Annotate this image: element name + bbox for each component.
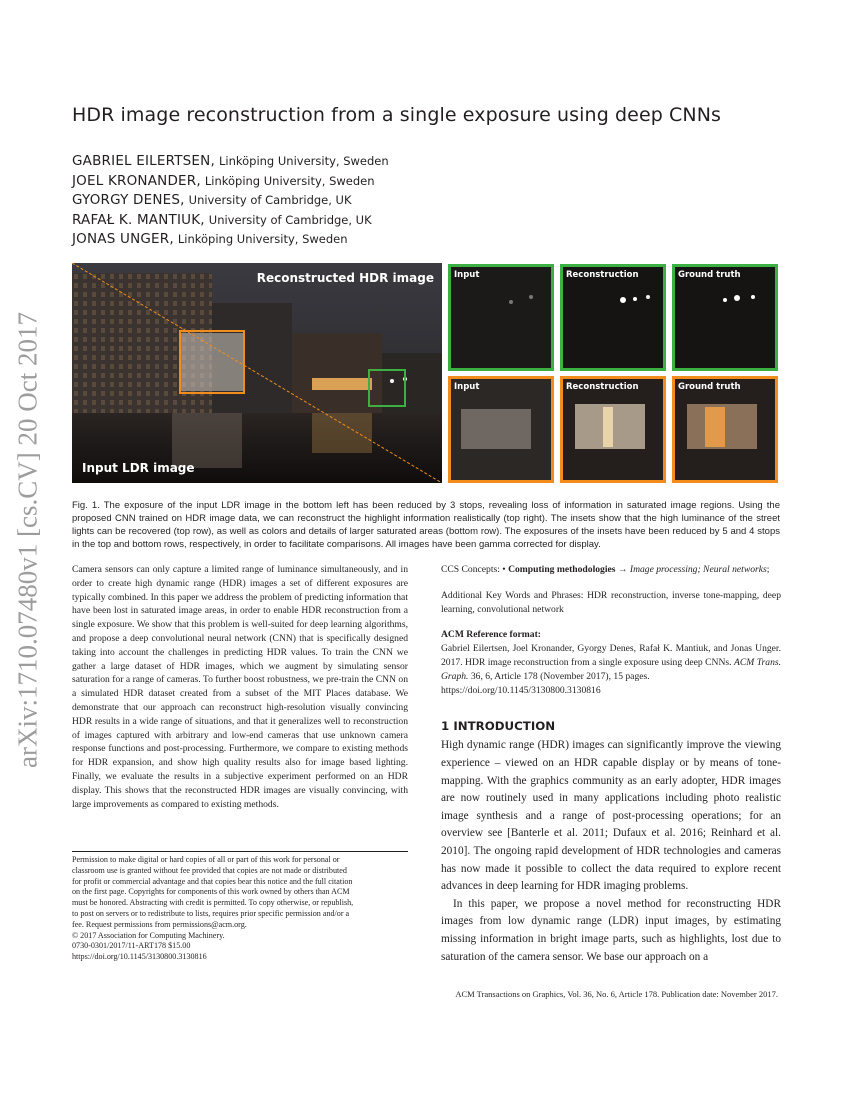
inset-image (675, 267, 775, 368)
footnote-rule (72, 851, 408, 852)
left-column (72, 563, 408, 811)
inset-label: Input (454, 270, 480, 280)
ccs-prefix: CCS Concepts: • (441, 564, 506, 575)
input-ldr-label: Input LDR image (82, 461, 195, 475)
inset-image (451, 379, 551, 480)
inset-top-ground-truth (672, 264, 778, 371)
author-entry (72, 171, 389, 191)
right-column (441, 563, 781, 966)
inset-label: Ground truth (678, 382, 741, 392)
inset-image (451, 267, 551, 368)
author-name: JOEL KRONANDER, (72, 172, 201, 189)
inset-label: Reconstruction (566, 270, 639, 280)
author-entry (72, 210, 389, 230)
reference-text-after: 36, 6, Article 178 (November 2017), 15 pages. (468, 670, 650, 682)
author-affiliation: University of Cambridge, UK (188, 193, 352, 207)
author-name: JONAS UNGER, (72, 231, 174, 247)
inset-label: Input (454, 382, 480, 392)
footnote-line: for profit or commercial advantage and that copies bear this notice and the full citation (72, 876, 353, 886)
ccs-concepts (441, 563, 781, 577)
reconstructed-hdr-label: Reconstructed HDR image (256, 271, 434, 285)
permission-footnote (72, 855, 408, 963)
reference-text: Gabriel Eilertsen, Joel Kronander, Gyorgy Denes, Rafał K. Mantiuk, and Jonas Unger. 2017. HDR image reconstruction from a single exposure using deep CNNs. (441, 643, 781, 668)
inset-image (563, 379, 663, 480)
author-name: RAFAŁ K. MANTIUK, (72, 211, 205, 228)
inset-label: Ground truth (678, 270, 741, 280)
figure-caption: Fig. 1. The exposure of the input LDR image in the bottom left has been reduced by 3 stops, revealing loss of information in saturated image regions. Using the proposed CNN trained on HDR image data, we can reconstruct the highlight information realistically (top right). The insets show that the high luminance of the street lights can be recovered (top row), as well as colors and details of larger saturated areas (bottom row). The exposures of the insets have been reduced by 5 and 4 stops in the top and bottom rows, respectively, in order to facilitate comparisons. All images have been gamma corrected for display. (72, 500, 780, 550)
ccs-suffix: ; (766, 564, 770, 575)
ccs-arrow: → (615, 564, 630, 575)
footnote-line: 0730-0301/2017/11-ART178 $15.00 (72, 941, 191, 951)
author-name: GYORGY DENES, (72, 192, 185, 208)
inset-image (563, 267, 663, 368)
arxiv-id: arXiv:1710.07480v1 [cs.CV] 20 Oct 2017 (12, 312, 42, 768)
inset-bottom-input (448, 376, 554, 483)
author-affiliation: Linköping University, Sweden (204, 173, 375, 188)
ccs-bold: Computing methodologies (508, 564, 616, 575)
page-footer: ACM Transactions on Graphics, Vol. 36, No. 6, Article 178. Publication date: November 2017. (455, 989, 778, 999)
footnote-line: classroom use is granted without fee provided that copies are not made or distributed (72, 865, 347, 875)
inset-top-input (448, 264, 554, 371)
footnote-line: must be honored. Abstracting with credit is permitted. To copy otherwise, or republish, (72, 898, 354, 908)
author-entry (72, 151, 389, 171)
inset-bottom-reconstruction (560, 376, 666, 483)
inset-top-reconstruction (560, 264, 666, 371)
footnote-line: © 2017 Association for Computing Machinery. (72, 930, 225, 940)
author-list (72, 151, 389, 249)
footnote-line: Permission to make digital or hard copies of all or part of this work for personal or (72, 855, 340, 864)
abstract: Camera sensors can only capture a limited range of luminance simultaneously, and in order to create high dynamic range (HDR) images a set of different exposures are typically combined. In this paper we address the problem of predicting information that have been lost in saturated image areas, in order to enable HDR reconstruction from a single exposure. We show that this problem is well-suited for deep learning algorithms, and propose a deep convolutional neural network (CNN) that is specifically designed taking into account the challenges in predicting HDR values. To train the CNN we gather a large dataset of HDR images, which we augment by simulating sensor saturation for a range of cameras. To further boost robustness, we pre-train the CNN on a simulated HDR dataset created from a subset of the MIT Places database. We demonstrate that our approach can reconstruct high-resolution visually convincing HDR results in a wide range of situations, and that it generalizes well to reconstruction of images captured with arbitrary and low-end cameras that use unknown camera response functions and post-processing. Furthermore, we compare to existing methods for HDR expansion, and show high quality results also for image based lighting. Finally, we evaluate the results in a subjective experiment performed on an HDR display. This shows that the reconstructed HDR images are visually convincing, with large improvements as compared to existing methods. (72, 564, 408, 810)
author-affiliation: Linköping University, Sweden (177, 232, 348, 246)
inset-image (675, 379, 775, 480)
paper-title: HDR image reconstruction from a single exposure using deep CNNs (72, 104, 722, 126)
section-heading-introduction: 1 INTRODUCTION (441, 719, 556, 734)
keywords: Additional Key Words and Phrases: HDR reconstruction, inverse tone-mapping, deep learning, convolutional network (441, 589, 781, 615)
author-entry (72, 229, 389, 249)
footnote-line: fee. Request permissions from permissions@acm.org. (72, 919, 247, 929)
footnote-line: to post on servers or to redistribute to lists, requires prior specific permission and/or a (72, 908, 350, 918)
ccs-items: Image processing; Neural networks (629, 564, 767, 575)
intro-paragraph-2: In this paper, we propose a novel method for reconstructing HDR images from low dynamic range (LDR) input images, by estimating missing information in bright image parts, such as highlights, lost due to saturation of the camera sensor. We base our approach on a (441, 897, 781, 963)
inset-bottom-ground-truth (672, 376, 778, 483)
teaser-main-image (72, 263, 442, 483)
author-affiliation: Linköping University, Sweden (218, 154, 389, 168)
reference-journal: ACM Trans. Graph. (441, 656, 781, 682)
inset-label: Reconstruction (566, 382, 639, 392)
author-name: GABRIEL EILERTSEN, (72, 153, 215, 169)
reference-doi[interactable]: https://doi.org/10.1145/3130800.3130816 (441, 684, 601, 696)
arxiv-sidebar-stamp (5, 295, 50, 785)
reference-heading: ACM Reference format: (441, 629, 541, 641)
author-entry (72, 190, 389, 210)
author-affiliation: University of Cambridge, UK (208, 212, 372, 227)
night-scene-illustration (72, 263, 442, 483)
footnote-line: on the first page. Copyrights for components of this work owned by others than ACM (72, 887, 350, 897)
footnote-line: https://doi.org/10.1145/3130800.3130816 (72, 952, 207, 962)
intro-paragraph-1: High dynamic range (HDR) images can significantly improve the viewing experience – viewed on an HDR capable display or by means of tone-mapping. With the graphics community as an early adopter, HDR images are now routinely used in many applications including photo realistic image synthesis and a range of post-processing operations; for an overview see [Banterle et al. 2011; Dufaux et al. 2016; Reinhard et al. 2010]. The ongoing rapid development of HDR technologies and cameras has now made it possible to collect the data required to explore recent advances in deep learning for HDR imaging problems. (441, 739, 781, 893)
acm-reference (441, 628, 781, 697)
